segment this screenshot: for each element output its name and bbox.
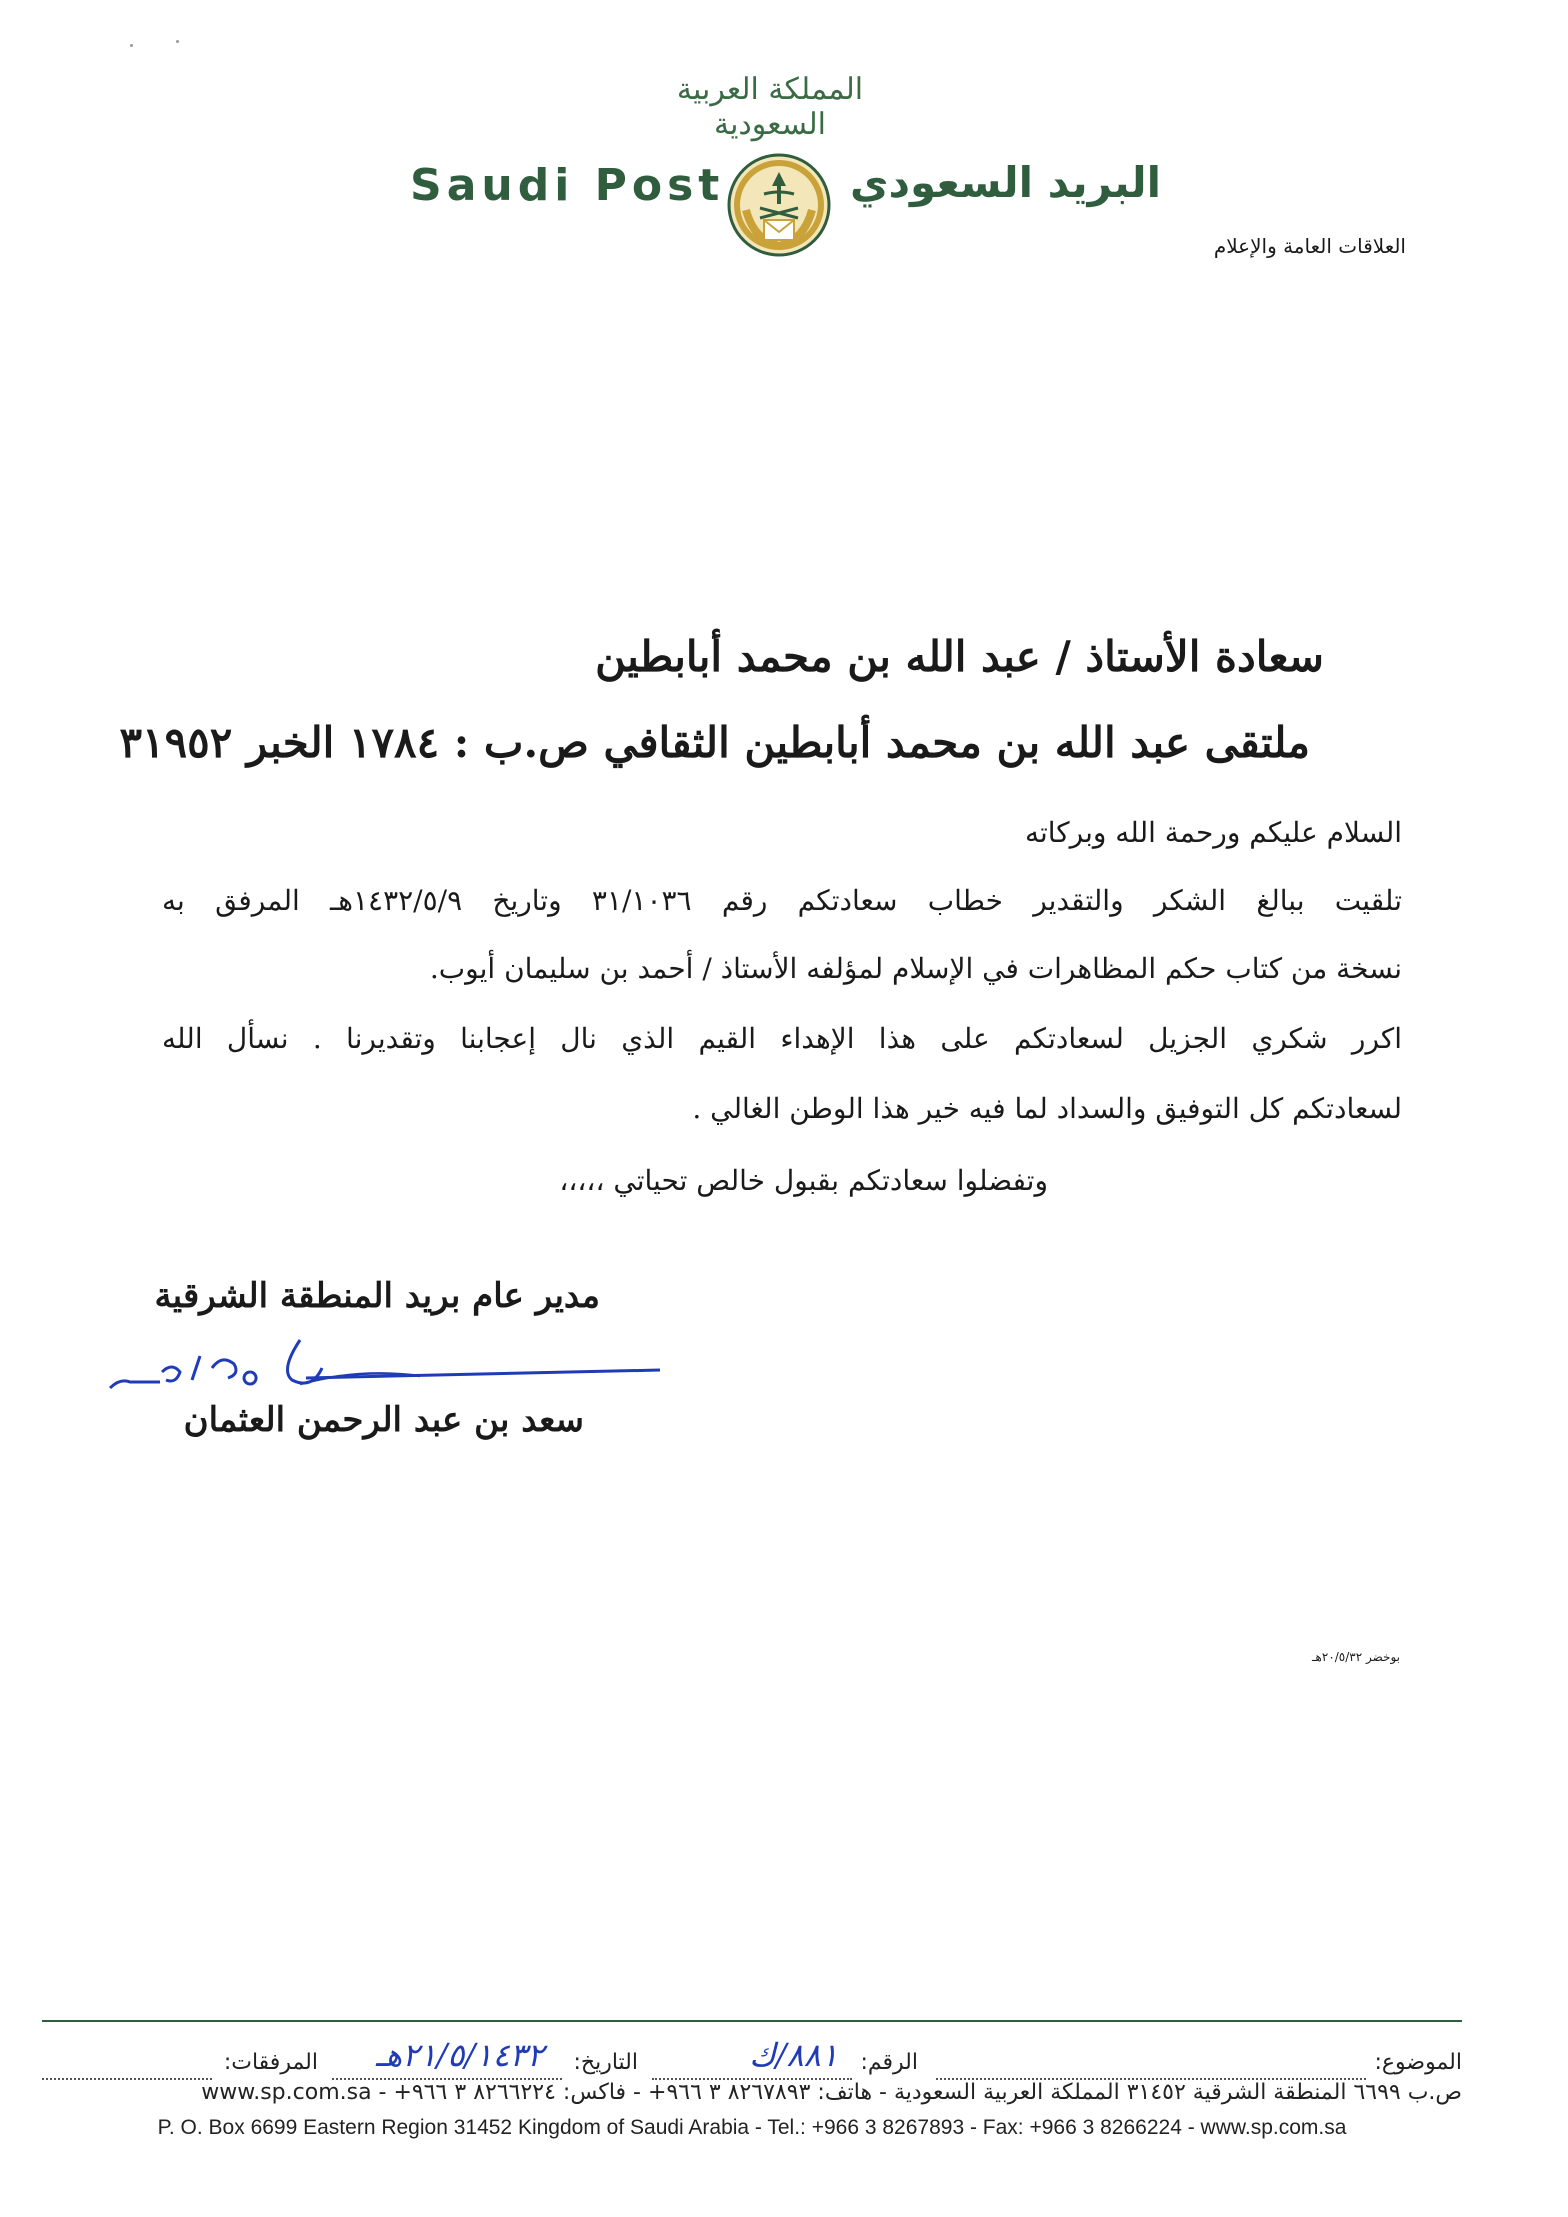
kingdom-calligraphy: المملكة العربية السعودية: [676, 72, 864, 142]
date-handwritten: ٢١/٥/١٤٣٢هـ: [375, 2036, 544, 2074]
logo-text-en: Saudi Post: [410, 160, 725, 211]
handwritten-date: ٢٠/٥هـ: [160, 1368, 163, 1369]
department-label: العلاقات العامة والإعلام: [1213, 234, 1406, 258]
scan-speck: [130, 44, 133, 47]
handwritten-signature: [100, 1320, 680, 1410]
footer-address-en: P. O. Box 6699 Eastern Region 31452 Kingdom of Saudi Arabia - Tel.: +966 3 8267893 - Fax: +966 3 8266224 - www.sp.com.sa: [157, 2116, 1347, 2139]
footer-divider: [42, 2020, 1462, 2022]
number-label: الرقم:: [860, 2050, 918, 2075]
reference-note: بوخضر ٢٠/٥/٣٢هـ: [1312, 1650, 1400, 1664]
logo-text-ar: البريد السعودي: [850, 158, 1162, 207]
signatory-name: سعد بن عبد الرحمن العثمان: [183, 1400, 584, 1440]
signatory-title: مدير عام بريد المنطقة الشرقية: [154, 1276, 600, 1316]
number-handwritten: ٨٨١/ك: [749, 2036, 838, 2074]
footer-address-ar: ص.ب ٦٦٩٩ المنطقة الشرقية ٣١٤٥٢ المملكة العربية السعودية - هاتف: ٨٢٦٧٨٩٣ ٣ ٩٦٦+ - فاكس: ٨٢٦٦٢٢٤ ٣ ٩٦٦+ - www.sp.com.sa: [201, 2080, 1462, 2105]
scan-speck: [176, 40, 179, 43]
recipient-line: سعادة الأستاذ / عبد الله بن محمد أبابطين: [595, 632, 1324, 681]
subject-label: الموضوع:: [1374, 2050, 1462, 2075]
saudi-post-emblem-icon: [724, 150, 834, 260]
body-paragraph-line: تلقيت ببالغ الشكر والتقدير خطاب سعادتكم رقم ٣١/١٠٣٦ وتاريخ ١٤٣٢/٥/٩هـ المرفق به: [162, 884, 1402, 917]
address-line: ملتقى عبد الله بن محمد أبابطين الثقافي ص.ب : ١٧٨٤ الخبر ٣١٩٥٢: [119, 718, 1310, 767]
body-paragraph-line: اكرر شكري الجزيل لسعادتكم على هذا الإهداء القيم الذي نال إعجابنا وتقديرنا . نسأل الله: [162, 1022, 1402, 1055]
attachments-dotted-line: [42, 2078, 212, 2080]
date-label: التاريخ:: [573, 2050, 638, 2075]
attachments-label: المرفقات:: [223, 2050, 318, 2075]
body-paragraph-line: نسخة من كتاب حكم المظاهرات في الإسلام لمؤلفه الأستاذ / أحمد بن سليمان أيوب.: [429, 952, 1402, 985]
closing-line: وتفضلوا سعادتكم بقبول خالص تحياتي ،،،،،: [559, 1164, 1048, 1197]
greeting: السلام عليكم ورحمة الله وبركاته: [1024, 816, 1402, 849]
body-paragraph-line: لسعادتكم كل التوفيق والسداد لما فيه خير هذا الوطن الغالي .: [692, 1092, 1402, 1125]
